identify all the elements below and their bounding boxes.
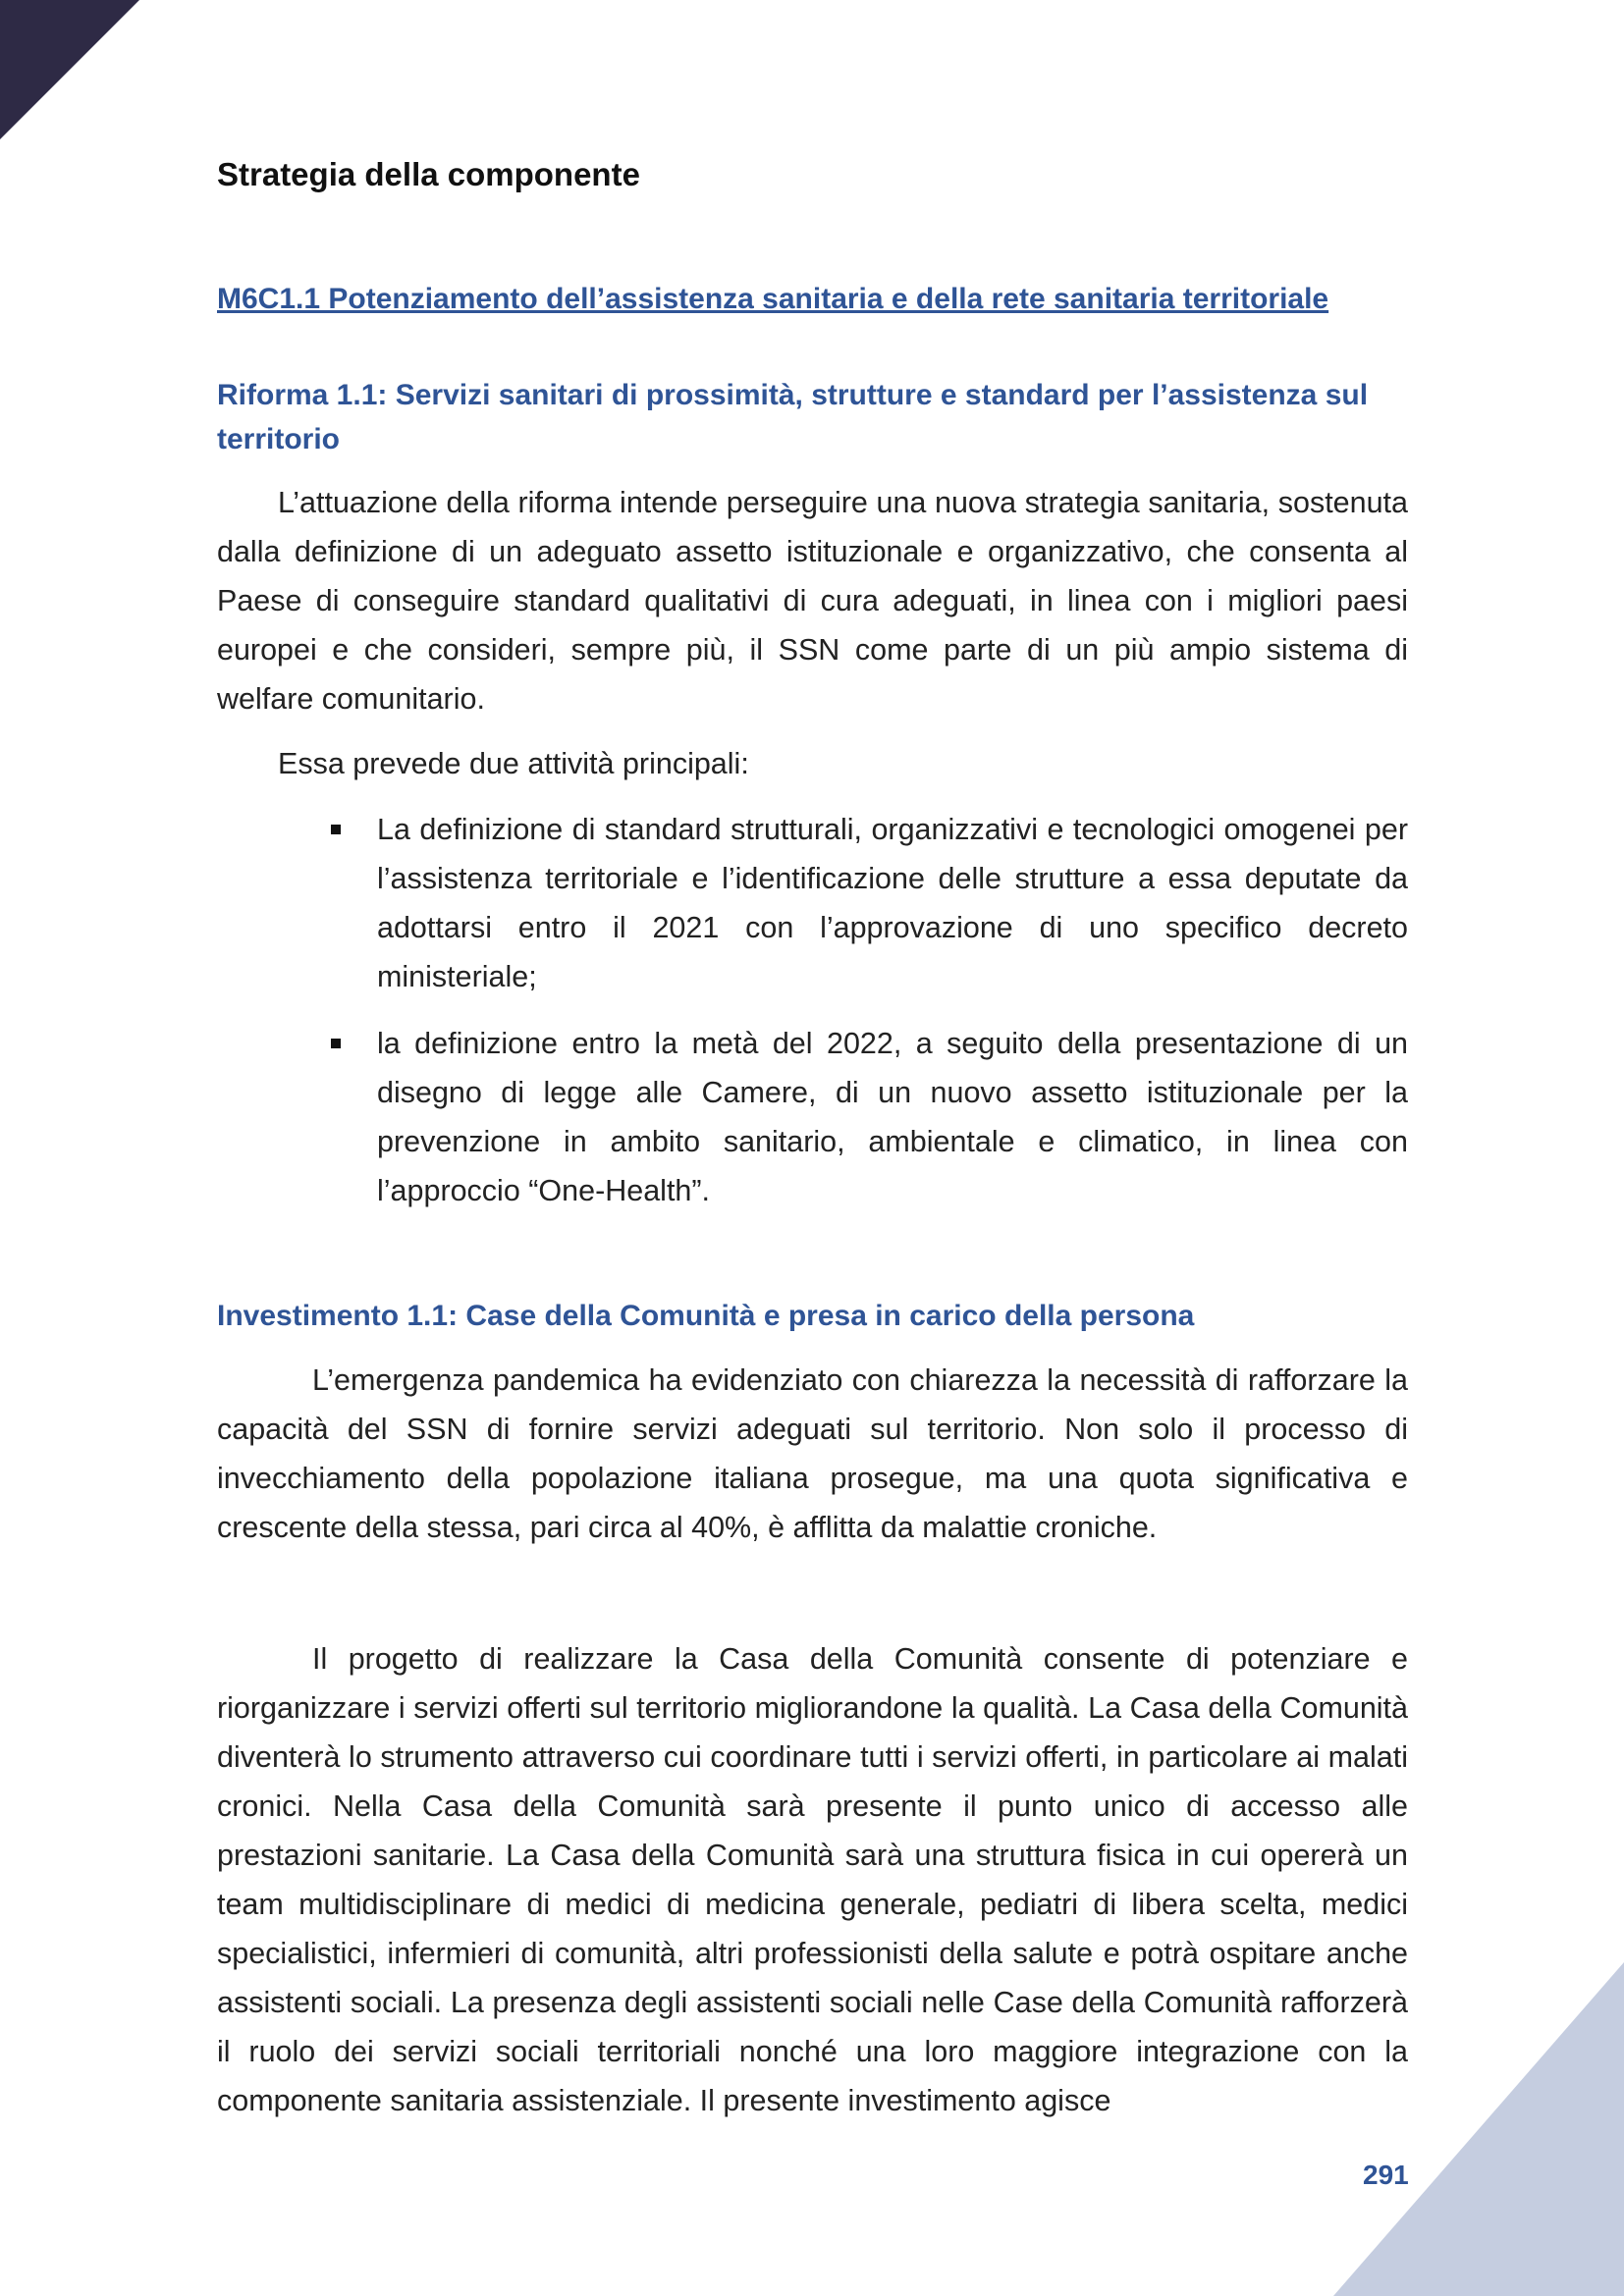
list-item bbox=[217, 1019, 1408, 1215]
riforma-heading: Riforma 1.1: Servizi sanitari di prossimità, strutture e standard per l’assistenza sul territorio bbox=[217, 379, 1369, 455]
riforma-paragraph-2: Essa prevede due attività principali: bbox=[278, 747, 749, 780]
page-number: 291 bbox=[1363, 2160, 1409, 2190]
investimento-paragraph-2: Il progetto di realizzare la Casa della Comunità consente di potenziare e riorganizzare i servizi offerti sul territorio migliorandone la qualità. La Casa della Comunità diventerà lo strumento attraverso cui coordinare tutti i servizi offerti, in particolare ai malati cronici. Nella Casa della Comunità sarà presente il punto unico di accesso alle prestazioni sanitarie. La Casa della Comunità sarà una struttura fisica in cui opererà un team multidisciplinare di medici di medicina generale, pediatri di libera scelta, medici specialistici, infermieri di comunità, altri professionisti della salute e potrà ospitare anche assistenti sociali. La presenza degli assistenti sociali nelle Case della Comunità rafforzerà il ruolo dei servizi sociali territoriali nonché una loro maggiore integrazione con la componente sanitaria assistenziale. Il presente investimento agisce bbox=[217, 1642, 1408, 2117]
bullet-text: La definizione di standard strutturali, organizzativi e tecnologici omogenei per l’assistenza territoriale e l’identificazione delle strutture a essa deputate da adottarsi entro il 2021 con l’approvazione di uno specifico decreto ministeriale; bbox=[377, 813, 1408, 993]
riforma-bullet-list bbox=[217, 805, 1408, 1233]
subsection-link[interactable]: M6C1.1 Potenziamento dell’assistenza sanitaria e della rete sanitaria territoriale bbox=[217, 283, 1329, 315]
investimento-paragraph-1: L’emergenza pandemica ha evidenziato con chiarezza la necessità di rafforzare la capacità del SSN di fornire servizi adeguati sul territorio. Non solo il processo di invecchiamento della popolazione italiana prosegue, ma una quota significativa e crescente della stessa, pari circa al 40%, è afflitta da malattie croniche. bbox=[217, 1363, 1408, 1544]
corner-decoration-top-left bbox=[0, 0, 139, 139]
bullet-text: la definizione entro la metà del 2022, a seguito della presentazione di un disegno di legge alle Camere, di un nuovo assetto istituzionale per la prevenzione in ambito sanitario, ambientale e climatico, in linea con l’approccio “One-Health”. bbox=[377, 1027, 1408, 1207]
square-bullet-icon bbox=[331, 825, 341, 834]
riforma-paragraph-1: L’attuazione della riforma intende perseguire una nuova strategia sanitaria, sostenuta dalla definizione di un adeguato assetto istituzionale e organizzativo, che consenta al Paese di conseguire standard qualitativi di cura adeguati, in linea con i migliori paesi europei e che consideri, sempre più, il SSN come parte di un più ampio sistema di welfare comunitario. bbox=[217, 486, 1408, 716]
investimento-heading: Investimento 1.1: Case della Comunità e presa in carico della persona bbox=[217, 1300, 1195, 1332]
list-item bbox=[217, 805, 1408, 1001]
section-title: Strategia della componente bbox=[217, 156, 640, 192]
square-bullet-icon bbox=[331, 1039, 341, 1048]
